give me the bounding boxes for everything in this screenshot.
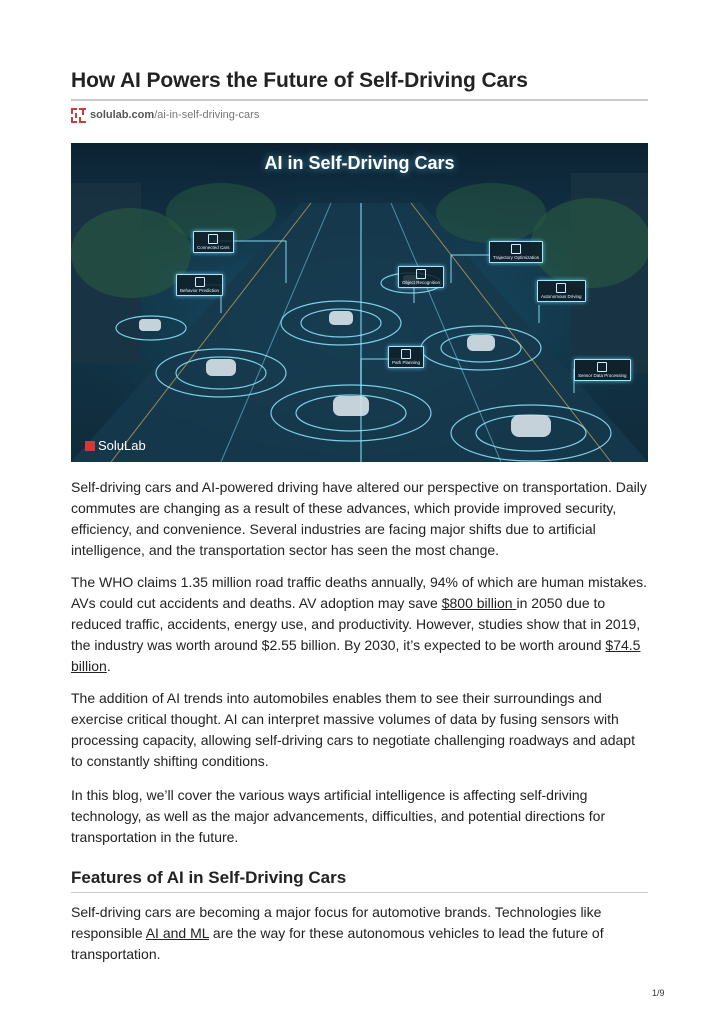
solulab-logo-icon [85, 441, 95, 451]
node-object-recognition: Object Recognition [398, 266, 444, 288]
solulab-favicon-icon [71, 108, 86, 123]
trajectory-optimization-icon [511, 244, 521, 254]
node-trajectory-optimization: Trajectory Optimization [489, 241, 543, 263]
paragraph-statistics: The WHO claims 1.35 million road traffic deaths annually, 94% of which are human mistakes. AVs could cut accidents and deaths. AV adoption may save $800 billion in 2050 due to reduced traffic, accidents, energy use, and productivity. However, studies show that in 2019, the industry was worth around $2.55 billion. By 2030, it’s expected to be worth around $74.5 billion. [71, 574, 648, 674]
hero-illustration [71, 143, 648, 462]
link-ai-and-ml[interactable]: AI and ML [145, 925, 210, 941]
source-url[interactable] [71, 106, 259, 124]
behavior-prediction-icon [195, 277, 205, 287]
node-path-planning: Path Planning [388, 346, 424, 368]
hero-title: AI in Self-Driving Cars [264, 153, 455, 173]
autonomous-driving-icon [556, 283, 566, 293]
hero-brand-logo: SoluLab [85, 438, 146, 453]
connected-cars-icon [208, 234, 218, 244]
article-title: How AI Powers the Future of Self-Driving Cars [71, 69, 528, 92]
source-path: /ai-in-self-driving-cars [154, 109, 260, 121]
title-divider [71, 99, 648, 101]
hero-image [71, 143, 648, 462]
paragraph-ai-trends: The addition of AI trends into automobiles enables them to see their surroundings and exercise critical thought. AI can interpret massive volumes of data by fusing sensors with processing capacity, allowing self-driving cars to negotiate challenging roadways and adapt to constantly shifting conditions. [71, 690, 635, 769]
node-sensor-data-processing: Sensor Data Processing [574, 359, 631, 381]
object-recognition-icon [416, 269, 426, 279]
node-behavior-prediction: Behavior Prediction [176, 274, 223, 296]
link-800-billion[interactable]: $800 billion [441, 595, 517, 611]
page-number: 1/9 [652, 988, 665, 998]
paragraph-blog-overview: In this blog, we’ll cover the various ways artificial intelligence is affecting self-driving technology, as well as the major advancements, difficulties, and potential directions for transportation in the future. [71, 787, 606, 845]
section-heading: Features of AI in Self-Driving Cars [71, 868, 347, 887]
sensor-data-processing-icon [597, 362, 607, 372]
section-divider [71, 892, 648, 893]
node-autonomous-driving: Autonomous Driving [537, 280, 586, 302]
path-planning-icon [401, 349, 411, 359]
source-domain: solulab.com [90, 109, 155, 121]
paragraph-intro: Self-driving cars and AI-powered driving have altered our perspective on transportation. Daily commutes are changing as a result of these advances, which provide improved security, efficiency, and convenience. Several industries are facing major shifts due to artificial intelligence, and the transportation sector has seen the most change. [71, 479, 647, 558]
node-connected-cars: Connected Cars [193, 231, 234, 253]
paragraph-features: Self-driving cars are becoming a major focus for automotive brands. Technologies like responsible AI and ML are the way for these autonomous vehicles to lead the future of transportation. [71, 904, 604, 962]
link-74-5-billion[interactable]: $74.5 billion [71, 637, 641, 674]
